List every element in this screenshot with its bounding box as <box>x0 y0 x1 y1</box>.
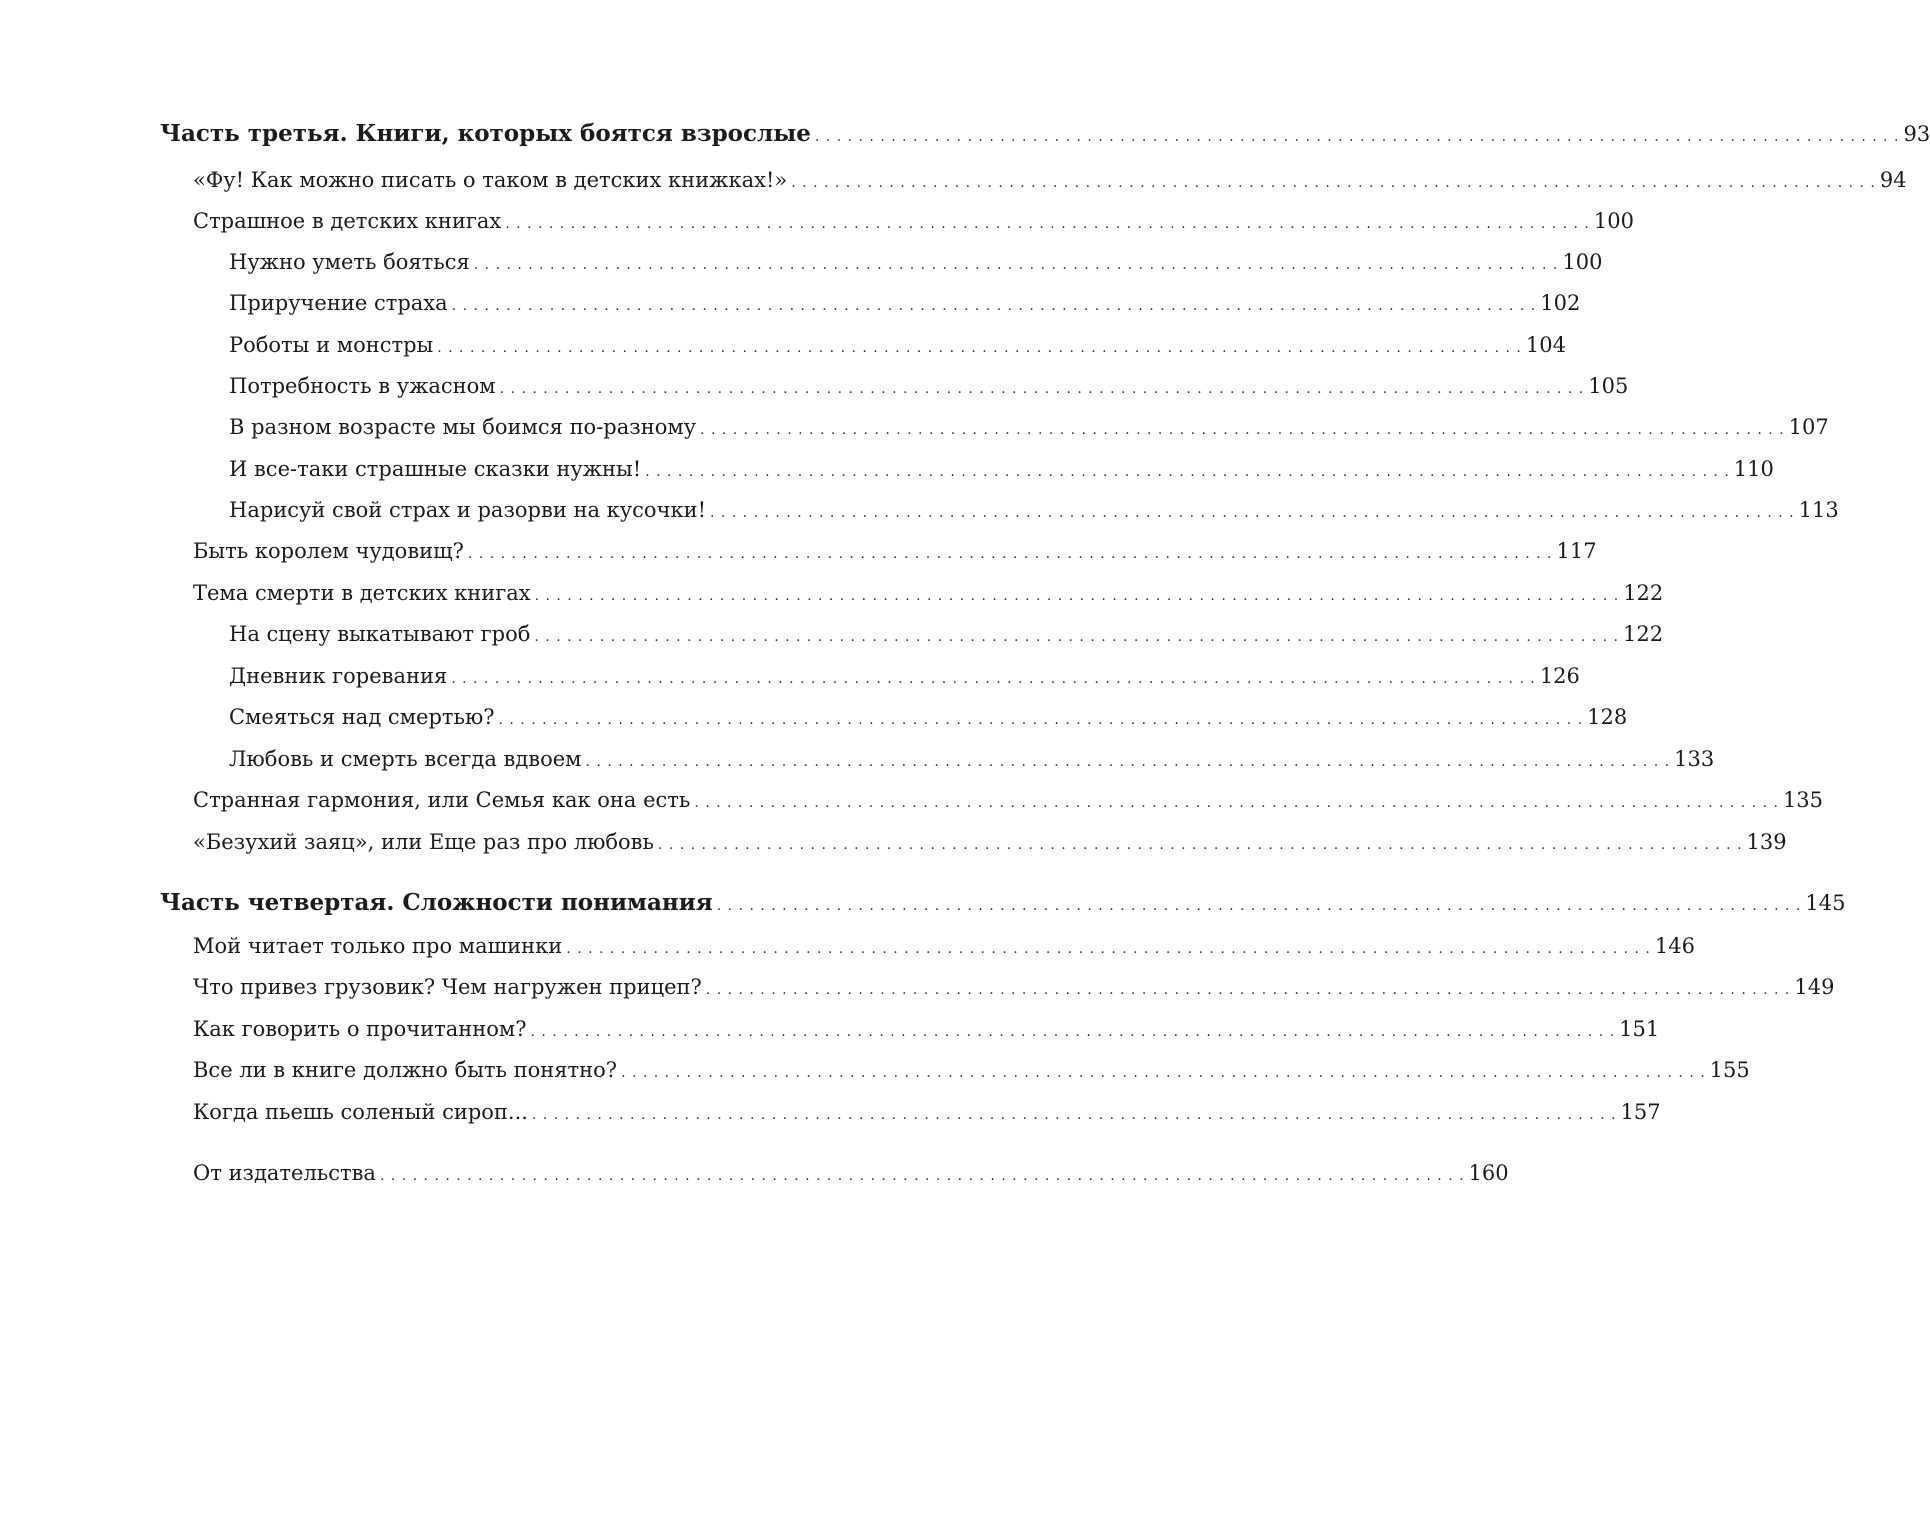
toc-entry-title: Все ли в книге должно быть понятно? <box>193 1058 618 1082</box>
toc-entry-title: Страшное в детских книгах <box>193 209 502 233</box>
toc-subentry <box>229 289 1581 320</box>
toc-entry-page: 122 <box>1623 622 1664 646</box>
toc-leader-dots <box>815 120 1900 151</box>
toc-entry <box>193 207 1634 238</box>
toc-leader-dots <box>499 703 1584 734</box>
toc-entry <box>193 1056 1750 1087</box>
toc-leader-dots <box>532 1098 1617 1129</box>
toc-entry-title: Странная гармония, или Семья как она есть <box>193 788 691 812</box>
toc-entry-title: Роботы и монстры <box>229 333 434 357</box>
toc-entry <box>193 828 1787 859</box>
toc-entry-title: Смеяться над смертью? <box>229 705 495 729</box>
toc-entry-page: 135 <box>1782 788 1824 812</box>
toc-entry-page: 107 <box>1788 415 1829 439</box>
toc-entry-page: 145 <box>1805 891 1846 915</box>
toc-leader-dots <box>566 932 1651 963</box>
toc-entry <box>193 1098 1661 1129</box>
toc-leader-dots <box>500 372 1585 403</box>
toc-entry-title: Тема смерти в детских книгах <box>193 581 531 605</box>
toc-entry-title: Дневник горевания <box>229 664 448 688</box>
toc-entry-title: Нарисуй свой страх и разорви на кусочки! <box>229 498 707 522</box>
toc-leader-dots <box>474 248 1559 279</box>
toc-entry-page: 94 <box>1879 168 1907 192</box>
toc-entry-title: В разном возрасте мы боимся по-разному <box>229 415 697 439</box>
toc-subentry <box>229 662 1580 693</box>
toc-leader-dots <box>694 786 1779 817</box>
toc-entry-title: Потребность в ужасном <box>229 374 496 398</box>
toc-entry-title: И все-таки страшные сказки нужны! <box>229 457 642 481</box>
toc-entry <box>193 1159 1509 1190</box>
toc-entry-page: 113 <box>1798 498 1839 522</box>
toc-entry <box>193 166 1907 197</box>
toc-entry-page: 151 <box>1619 1017 1660 1041</box>
toc-entry-title: Нужно уметь бояться <box>229 250 470 274</box>
toc-entry-title: Мой читает только про машинки <box>193 934 563 958</box>
toc-entry <box>193 786 1824 817</box>
toc-entry-title: На сцену выкатывают гроб <box>229 622 531 646</box>
toc-subentry <box>229 745 1715 776</box>
toc-entry-page: 149 <box>1794 975 1835 999</box>
toc-entry-title: Быть королем чудовищ? <box>193 539 464 563</box>
toc-entry-title: Приручение страха <box>229 291 448 315</box>
toc-entry-title: От издательства <box>193 1161 376 1185</box>
toc-entry-page: 110 <box>1733 457 1774 481</box>
toc-entry-title: Часть третья. Книги, которых боятся взрослые <box>160 120 811 147</box>
toc-leader-dots <box>700 413 1785 444</box>
toc-entry-page: 122 <box>1623 581 1664 605</box>
toc-leader-dots <box>437 331 1522 362</box>
toc-entry-title: Как говорить о прочитанном? <box>193 1017 527 1041</box>
toc-leader-dots <box>451 662 1536 693</box>
toc-leader-dots <box>710 496 1795 527</box>
toc-entry-page: 128 <box>1587 705 1628 729</box>
toc-leader-dots <box>791 166 1876 197</box>
toc-entry <box>193 932 1695 963</box>
toc-entry-title: Часть четвертая. Сложности понимания <box>160 889 713 916</box>
toc-entry-title: «Фу! Как можно писать о таком в детских книжках!» <box>193 168 788 192</box>
toc-entry-title: «Безухий заяц», или Еще раз про любовь <box>193 830 654 854</box>
toc-subentry <box>229 248 1603 279</box>
toc-entry-page: 93 <box>1903 122 1930 146</box>
toc-leader-dots <box>706 973 1791 1004</box>
toc-entry-page: 160 <box>1468 1161 1509 1185</box>
toc-leader-dots <box>468 537 1553 568</box>
toc-leader-dots <box>531 1015 1616 1046</box>
toc-entry-page: 100 <box>1562 250 1603 274</box>
toc-leader-dots <box>535 579 1620 610</box>
toc-entry <box>193 579 1664 610</box>
toc-leader-dots <box>505 207 1590 238</box>
toc-leader-dots <box>534 620 1619 651</box>
toc-entry-page: 133 <box>1674 747 1715 771</box>
toc-entry-page: 146 <box>1654 934 1695 958</box>
toc-entry-page: 102 <box>1540 291 1581 315</box>
toc-entry-title: Что привез грузовик? Чем нагружен прицеп? <box>193 975 702 999</box>
toc-entry <box>193 973 1835 1004</box>
toc-entry-page: 104 <box>1525 333 1566 357</box>
toc-leader-dots <box>717 889 1802 920</box>
toc-entry-page: 105 <box>1588 374 1629 398</box>
toc-entry-page: 155 <box>1709 1058 1750 1082</box>
toc-subentry <box>229 372 1629 403</box>
toc-part-heading <box>160 120 1930 151</box>
toc-entry-page: 126 <box>1539 664 1580 688</box>
toc-leader-dots <box>621 1056 1706 1087</box>
toc-leader-dots <box>658 828 1743 859</box>
toc-subentry <box>229 455 1774 486</box>
toc-entry-page: 117 <box>1556 539 1597 563</box>
toc-entry-title: Любовь и смерть всегда вдвоем <box>229 747 582 771</box>
toc-part-heading <box>160 889 1846 920</box>
toc-subentry <box>229 496 1839 527</box>
toc-leader-dots <box>586 745 1671 776</box>
toc-entry-page: 100 <box>1593 209 1634 233</box>
toc-leader-dots <box>645 455 1730 486</box>
toc-leader-dots <box>380 1159 1465 1190</box>
toc-leader-dots <box>452 289 1537 320</box>
toc-entry <box>193 1015 1660 1046</box>
toc-subentry <box>229 413 1829 444</box>
toc-entry-title: Когда пьешь соленый сироп... <box>193 1100 528 1124</box>
toc-entry-page: 157 <box>1620 1100 1661 1124</box>
toc-subentry <box>229 331 1566 362</box>
toc-subentry <box>229 703 1628 734</box>
toc-subentry <box>229 620 1664 651</box>
toc-entry-page: 139 <box>1746 830 1787 854</box>
toc-entry <box>193 537 1597 568</box>
